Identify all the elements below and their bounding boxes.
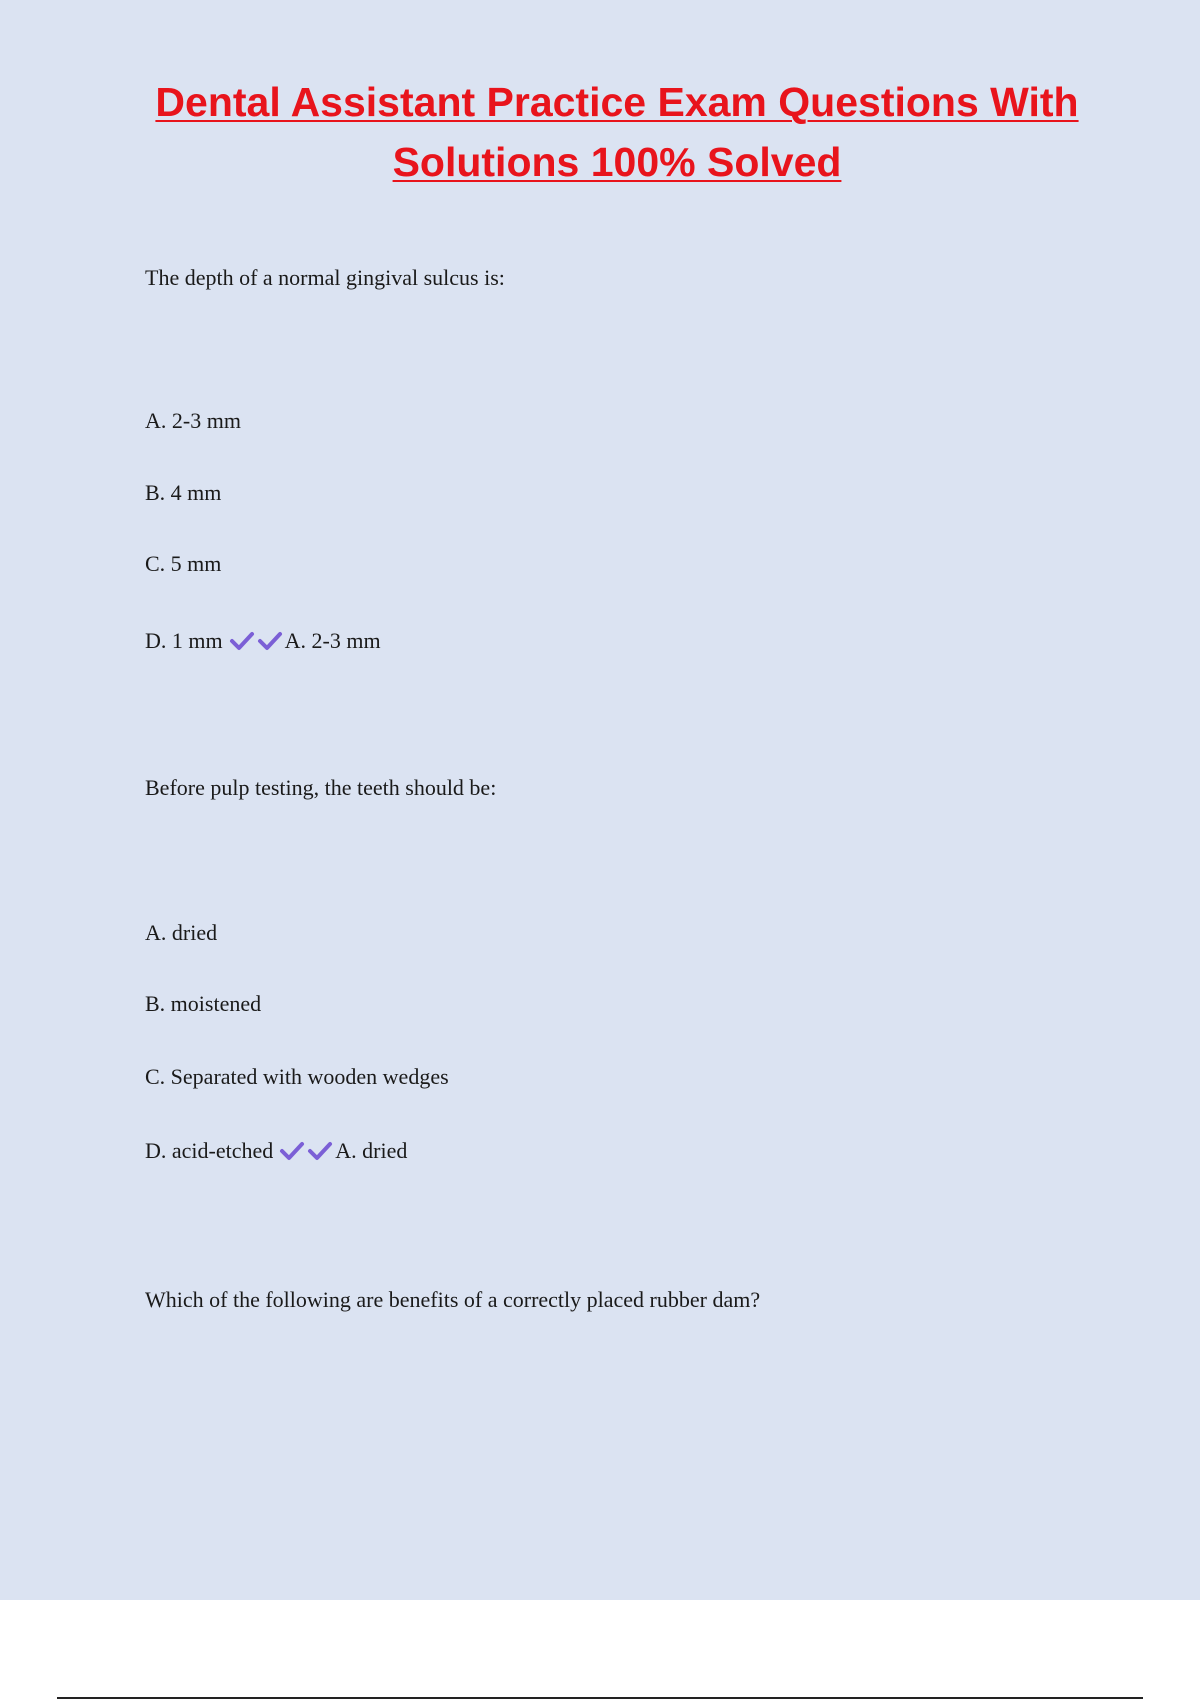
checkmark-icon (257, 630, 283, 652)
question-2-option-d-with-answer (145, 1137, 407, 1165)
question-1-option-a: A. 2-3 mm (145, 408, 241, 433)
title-line-2: Solutions 100% Solved (392, 139, 842, 185)
question-1-option-c: C. 5 mm (145, 551, 222, 576)
question-1-option-d: D. 1 mm (145, 628, 223, 653)
checkmark-icon (229, 630, 255, 652)
checkmark-icon (307, 1140, 333, 1162)
question-1-prompt: The depth of a normal gingival sulcus is: (145, 265, 505, 290)
question-2-prompt: Before pulp testing, the teeth should be: (145, 775, 497, 800)
question-2-option-d: D. acid-etched (145, 1138, 274, 1163)
question-3-prompt: Which of the following are benefits of a correctly placed rubber dam? (145, 1287, 761, 1312)
document-title (100, 72, 1134, 192)
question-2-option-b: B. moistened (145, 991, 262, 1016)
question-1-answer: A. 2-3 mm (284, 628, 381, 653)
question-2-option-c: C. Separated with wooden wedges (145, 1064, 449, 1089)
question-1-option-b: B. 4 mm (145, 480, 222, 505)
question-1-option-d-with-answer (145, 627, 381, 655)
checkmark-icon (279, 1140, 305, 1162)
title-line-1: Dental Assistant Practice Exam Questions With (155, 79, 1079, 125)
footer-divider (57, 1697, 1143, 1699)
question-2-answer: A. dried (335, 1138, 408, 1163)
question-2-option-a: A. dried (145, 920, 218, 945)
